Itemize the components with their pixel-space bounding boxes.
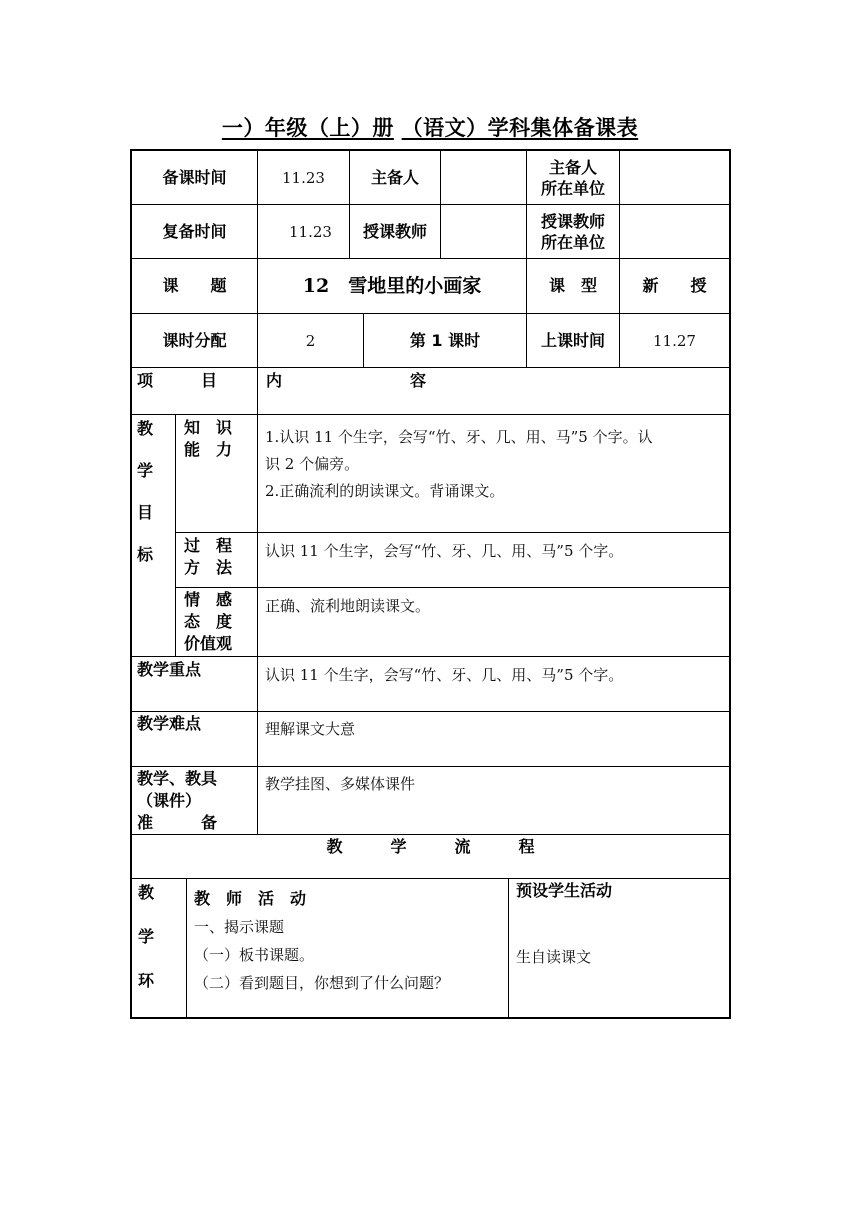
process-text: 认识 11 个生字，会写“竹、牙、几、用、马”5 个字。 [265, 542, 624, 560]
main-preparer-value [441, 151, 526, 204]
prep-time-label: 备课时间 [162, 167, 227, 187]
tools-text: 教学挂图、多媒体课件 [265, 775, 416, 793]
emotion-label [184, 589, 256, 655]
knowledge-line: 识 2 个偏旁。 [265, 455, 360, 473]
teacher-unit-value [620, 205, 729, 258]
student-activity-line: 生自读课文 [516, 948, 592, 966]
page-title [0, 112, 860, 142]
tools-label-line2: （课件） [137, 791, 202, 810]
h-line [130, 367, 731, 368]
h-line [130, 878, 731, 879]
tools-label-line3: 准 备 [137, 813, 218, 832]
main-unit-label [527, 151, 619, 204]
emotion-label-line2: 态 度 [184, 612, 233, 631]
teacher-activity-line: （一）板书课题。 [194, 946, 315, 964]
knowledge-line: 1.认识 11 个生字，会写“竹、牙、几、用、马”5 个字。认 [265, 428, 653, 446]
key-point-text: 认识 11 个生字，会写“竹、牙、几、用、马”5 个字。 [265, 666, 624, 684]
teacher-activity-line: （二）看到题目，你想到了什么问题？ [194, 974, 450, 992]
main-unit-label-line1: 主备人 [548, 157, 597, 177]
item-label: 项 目 [137, 371, 218, 390]
process-label [184, 535, 256, 583]
teacher-unit-label [527, 205, 619, 258]
title-grade: 一）年级（ [221, 116, 330, 140]
h-line [130, 414, 731, 415]
period-label: 课时分配 [162, 330, 227, 350]
tools-label [137, 768, 255, 834]
class-time-label: 上课时间 [540, 330, 605, 350]
goals-char: 标 [137, 545, 154, 564]
teacher-unit-label-line2: 所在单位 [540, 232, 605, 252]
h-line [130, 656, 731, 657]
process-label-line1: 过 程 [184, 536, 233, 555]
main-unit-label-line2: 所在单位 [540, 178, 605, 198]
goals-char: 教 [137, 419, 154, 438]
v-line [186, 878, 187, 1018]
knowledge-label-line1: 知 识 [184, 418, 233, 437]
knowledge-text [265, 424, 727, 528]
teacher-activity-label: 教 师 活 动 [194, 889, 307, 908]
goals-char: 学 [137, 461, 154, 480]
flow-title: 教 学 流 程 [326, 837, 535, 856]
period-value: 2 [305, 331, 316, 350]
student-activity-label: 预设学生活动 [516, 881, 613, 900]
lesson-type-label: 课 型 [548, 276, 597, 295]
h-line [175, 587, 731, 588]
h-line [130, 766, 731, 767]
key-point-label: 教学重点 [137, 660, 202, 679]
flow-section-char: 教 [138, 883, 155, 902]
v-line [175, 414, 176, 657]
knowledge-line: 2.正确流利的朗读课文。背诵课文。 [265, 482, 505, 500]
difficulty-label: 教学难点 [137, 714, 202, 733]
period-current: 第 1 课时 [409, 330, 481, 350]
teacher-value [441, 205, 526, 258]
review-time-label: 复备时间 [162, 221, 227, 241]
goals-label [137, 417, 167, 577]
content-label: 内 容 [266, 371, 427, 390]
teacher-activity [194, 885, 504, 1015]
process-label-line2: 方 法 [184, 558, 233, 577]
flow-section-char: 环 [138, 971, 155, 990]
v-line [508, 878, 509, 1018]
emotion-label-line3: 价值观 [184, 634, 233, 653]
outer-bottom [130, 1017, 731, 1019]
difficulty-text: 理解课文大意 [265, 720, 356, 738]
outer-right [729, 149, 731, 1019]
emotion-label-line1: 情 感 [184, 590, 233, 609]
h-line [175, 532, 731, 533]
emotion-text: 正确、流利地朗读课文。 [265, 597, 431, 615]
prep-time-value: 11.23 [282, 168, 325, 187]
flow-section-label [138, 881, 178, 1015]
main-preparer-label: 主备人 [370, 167, 419, 187]
topic-label: 课 题 [162, 276, 227, 295]
h-line [130, 834, 731, 835]
title-subject: （语文）学科集体备课表 [401, 116, 639, 140]
teacher-activity-line: 一、揭示课题 [194, 918, 285, 936]
title-term: 上）册 [329, 116, 394, 140]
flow-section-char: 学 [138, 927, 155, 946]
review-time-value: 11.23 [289, 222, 332, 241]
knowledge-label [184, 417, 256, 465]
knowledge-label-line2: 能 力 [184, 440, 233, 459]
topic-value: 12 雪地里的小画家 [302, 275, 482, 297]
h-line [130, 711, 731, 712]
main-unit-value [620, 151, 729, 204]
teacher-unit-label-line1: 授课教师 [540, 211, 605, 231]
student-activity [516, 880, 726, 1010]
goals-char: 目 [137, 503, 154, 522]
teacher-label: 授课教师 [362, 221, 427, 241]
tools-label-line1: 教学、教具 [137, 769, 218, 788]
lesson-type-value: 新 授 [642, 276, 707, 295]
class-time-value: 11.27 [653, 331, 696, 350]
